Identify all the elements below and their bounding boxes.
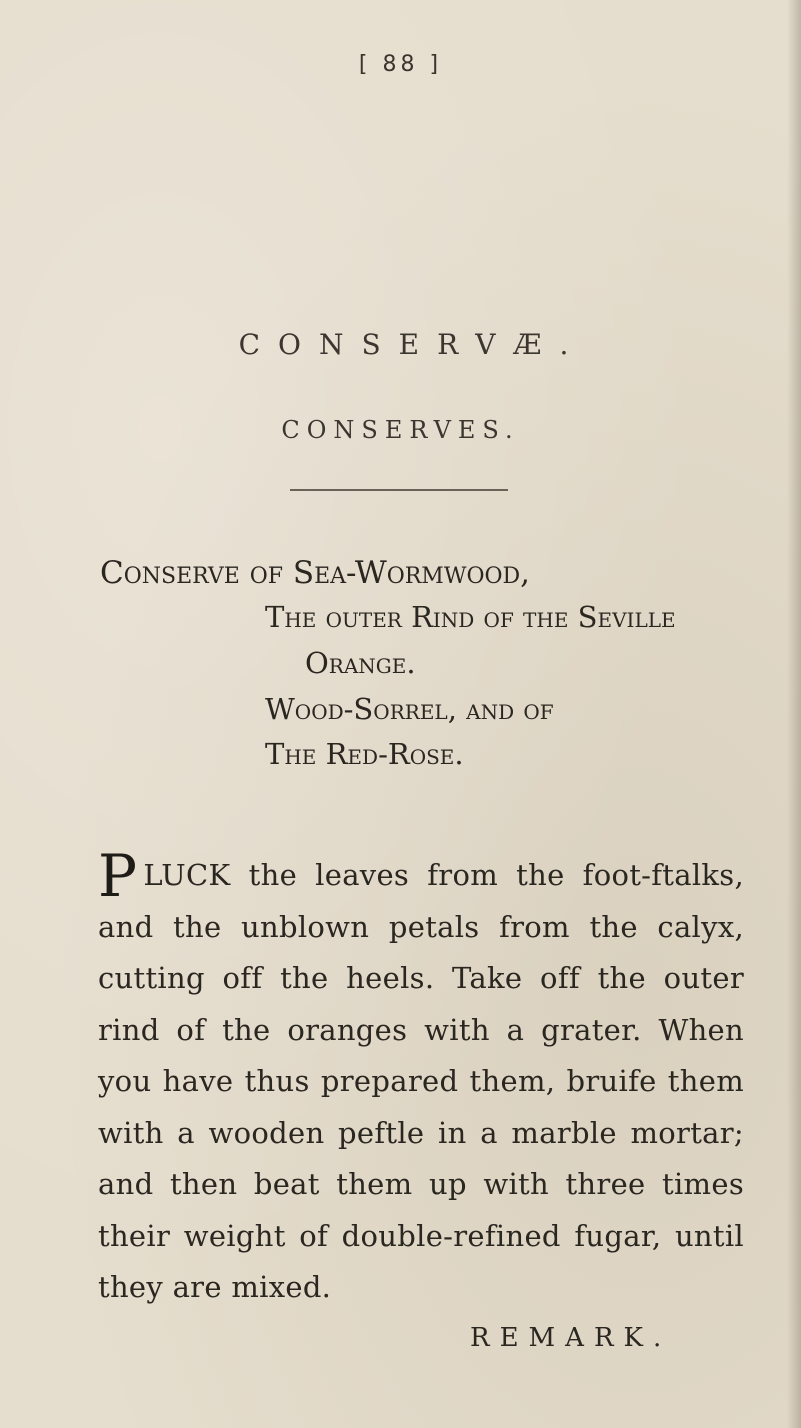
lead-word: LUCK [143, 858, 231, 892]
remark-heading: REMARK. [470, 1323, 672, 1353]
ingredient-line: The outer Rind of the Seville [265, 600, 676, 634]
section-heading-english: CONSERVES. [281, 416, 520, 444]
divider-rule [290, 489, 508, 491]
ingredient-line: The Red-Rose. [265, 737, 464, 772]
instruction-text: the leaves from the foot-ftalks, and the unblown petals from the calyx, cutting off the heels. Take off the outer rind of the oranges with a grater. When you have thus prepared them, bruife them with a wooden peftle in a marble mortar; and then beat them up with three times their weight of double-refined fugar, until they are mixed. [98, 858, 744, 1304]
page-number: [ 88 ] [358, 52, 443, 77]
ingredient-list [265, 595, 785, 778]
ingredient-line: Orange. [305, 645, 416, 680]
recipe-title: Conserve of Sea-Wormwood, [100, 555, 531, 591]
recipe-instructions [98, 842, 744, 1314]
page-edge-shadow [787, 0, 801, 1428]
drop-cap: P [98, 842, 138, 910]
section-heading-latin: CONSERVÆ. [238, 328, 587, 361]
ingredient-line: Wood-Sorrel, and of [265, 691, 554, 726]
